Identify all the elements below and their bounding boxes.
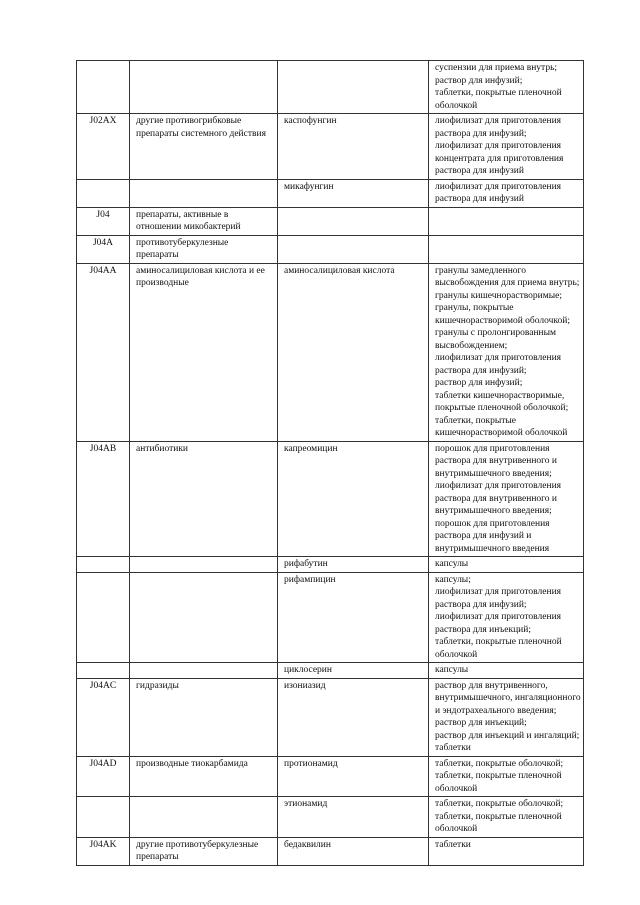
- table-row: [77, 756, 584, 797]
- dosage-forms-cell: [429, 797, 584, 838]
- dosage-form-line: таблетки кишечнорастворимые,: [435, 390, 565, 401]
- group-name-cell: другие противогрибковые препараты системного действия: [130, 114, 278, 180]
- group-name-cell: [130, 572, 278, 663]
- dosage-form-line: капсулы: [435, 665, 469, 675]
- atc-code-cell: [77, 572, 130, 663]
- dosage-form-line: таблетки: [435, 839, 471, 850]
- table-row: [77, 114, 584, 180]
- dosage-form-line: покрытые пленочной оболочкой;: [435, 403, 569, 413]
- dosage-form-line: капсулы;: [435, 574, 471, 585]
- drug-name-cell: микафунгин: [278, 179, 429, 207]
- dosage-forms-cell: [429, 114, 584, 180]
- dosage-forms-cell: [429, 235, 584, 263]
- atc-code-cell: [77, 663, 130, 679]
- dosage-form-line: раствора для внутривенного и: [435, 456, 558, 466]
- group-name-cell: аминосалициловая кислота и ее производные: [130, 263, 278, 441]
- dosage-forms-cell: [429, 557, 584, 573]
- dosage-form-line: внутримышечного введения;: [435, 506, 552, 516]
- dosage-forms-cell: [429, 678, 584, 756]
- dosage-form-line: таблетки, покрытые пленочной: [435, 771, 562, 781]
- table-row: [77, 179, 584, 207]
- table-row: [77, 572, 584, 663]
- dosage-form-line: лиофилизат для приготовления: [435, 481, 562, 491]
- dosage-form-line: раствора для инфузий;: [435, 365, 527, 376]
- dosage-form-line: капсулы: [435, 559, 469, 569]
- dosage-form-line: раствор для инфузий;: [435, 378, 523, 388]
- atc-code-cell: [77, 557, 130, 573]
- dosage-form-line: внутримышечного, ингаляционного: [435, 693, 581, 703]
- dosage-forms-cell: [429, 263, 584, 441]
- drug-name-cell: изониазид: [278, 678, 429, 756]
- dosage-form-line: таблетки, покрытые пленочной: [435, 88, 562, 98]
- dosage-form-line: таблетки, покрытые пленочной: [435, 637, 562, 647]
- dosage-form-line: лиофилизат для приготовления: [435, 587, 562, 597]
- dosage-form-line: гранулы, покрытые: [435, 303, 514, 313]
- table-row: [77, 61, 584, 114]
- drug-name-cell: аминосалициловая кислота: [278, 263, 429, 441]
- table-body: [77, 61, 584, 866]
- atc-code-cell: [77, 797, 130, 838]
- dosage-forms-cell: [429, 207, 584, 235]
- atc-code-cell: J04AC: [77, 678, 130, 756]
- group-name-cell: противотуберкулезные препараты: [130, 235, 278, 263]
- drug-list-table: [76, 60, 584, 866]
- atc-code-cell: [77, 61, 130, 114]
- dosage-form-line: раствора для внутривенного и: [435, 493, 558, 504]
- dosage-form-line: раствора для инфузий: [435, 194, 524, 204]
- dosage-form-line: высвобождения для приема внутрь;: [435, 278, 580, 288]
- dosage-forms-cell: [429, 837, 584, 865]
- dosage-form-line: лиофилизат для приготовления: [435, 612, 562, 622]
- dosage-form-line: внутримышечного введения: [435, 543, 550, 554]
- dosage-form-line: лиофилизат для приготовления: [435, 353, 562, 363]
- dosage-form-line: таблетки, покрытые: [435, 415, 516, 426]
- atc-code-cell: J04A: [77, 235, 130, 263]
- dosage-form-line: суспензии для приема внутрь;: [435, 63, 558, 73]
- group-name-cell: другие противотуберкулезные препараты: [130, 837, 278, 865]
- group-name-cell: гидразиды: [130, 678, 278, 756]
- atc-code-cell: [77, 179, 130, 207]
- dosage-form-line: порошок для приготовления: [435, 443, 550, 454]
- dosage-form-line: оболочкой: [435, 824, 478, 834]
- atc-code-cell: J04AB: [77, 441, 130, 557]
- dosage-form-line: раствор для инъекций;: [435, 718, 527, 728]
- drug-name-cell: циклосерин: [278, 663, 429, 679]
- dosage-form-line: раствор для инфузий;: [435, 75, 523, 86]
- table-row: [77, 797, 584, 838]
- dosage-form-line: кишечнорастворимой оболочкой: [435, 428, 568, 438]
- drug-name-cell: каспофунгин: [278, 114, 429, 180]
- group-name-cell: [130, 179, 278, 207]
- drug-name-cell: бедаквилин: [278, 837, 429, 865]
- dosage-form-line: гранулы кишечнорастворимые;: [435, 290, 562, 301]
- table-row: [77, 263, 584, 441]
- group-name-cell: производные тиокарбамида: [130, 756, 278, 797]
- dosage-form-line: высвобождением;: [435, 340, 508, 351]
- table-row: [77, 441, 584, 557]
- table-row: [77, 837, 584, 865]
- group-name-cell: антибиотики: [130, 441, 278, 557]
- atc-code-cell: J04AK: [77, 837, 130, 865]
- dosage-forms-cell: [429, 663, 584, 679]
- dosage-form-line: кишечнорастворимой оболочкой;: [435, 315, 571, 326]
- group-name-cell: [130, 557, 278, 573]
- dosage-form-line: и эндотрахеального введения;: [435, 705, 557, 716]
- dosage-form-line: таблетки, покрытые пленочной: [435, 811, 562, 822]
- dosage-form-line: оболочкой: [435, 783, 478, 794]
- dosage-form-line: лиофилизат для приготовления: [435, 141, 562, 151]
- dosage-form-line: раствор для инъекций и ингаляций;: [435, 730, 580, 741]
- dosage-form-line: гранулы с пролонгированным: [435, 328, 557, 338]
- drug-name-cell: [278, 61, 429, 114]
- dosage-form-line: раствора для инфузий и: [435, 531, 532, 541]
- dosage-form-line: таблетки: [435, 743, 471, 753]
- dosage-form-line: лиофилизат для приготовления: [435, 116, 562, 126]
- drug-name-cell: рифабутин: [278, 557, 429, 573]
- drug-name-cell: капреомицин: [278, 441, 429, 557]
- atc-code-cell: J02AX: [77, 114, 130, 180]
- table-row: [77, 207, 584, 235]
- group-name-cell: [130, 797, 278, 838]
- atc-code-cell: J04AD: [77, 756, 130, 797]
- drug-name-cell: рифампицин: [278, 572, 429, 663]
- atc-code-cell: J04: [77, 207, 130, 235]
- drug-name-cell: этионамид: [278, 797, 429, 838]
- dosage-form-line: раствора для инфузий;: [435, 128, 527, 139]
- group-name-cell: [130, 61, 278, 114]
- table-row: [77, 678, 584, 756]
- group-name-cell: препараты, активные в отношении микобактерий: [130, 207, 278, 235]
- dosage-forms-cell: [429, 572, 584, 663]
- dosage-form-line: концентрата для приготовления: [435, 153, 564, 164]
- dosage-form-line: порошок для приготовления: [435, 518, 550, 529]
- dosage-forms-cell: [429, 441, 584, 557]
- dosage-forms-cell: [429, 756, 584, 797]
- dosage-form-line: таблетки, покрытые оболочкой;: [435, 758, 564, 769]
- drug-name-cell: [278, 235, 429, 263]
- dosage-form-line: раствора для инфузий;: [435, 599, 527, 610]
- dosage-form-line: внутримышечного введения;: [435, 468, 552, 479]
- table-row: [77, 235, 584, 263]
- drug-name-cell: [278, 207, 429, 235]
- group-name-cell: [130, 663, 278, 679]
- dosage-form-line: лиофилизат для приготовления: [435, 181, 562, 192]
- drug-name-cell: протионамид: [278, 756, 429, 797]
- dosage-form-line: таблетки, покрытые оболочкой;: [435, 799, 564, 809]
- dosage-form-line: раствор для внутривенного,: [435, 680, 548, 691]
- dosage-form-line: гранулы замедленного: [435, 265, 526, 276]
- dosage-form-line: раствора для инъекций;: [435, 624, 531, 635]
- table-row: [77, 557, 584, 573]
- dosage-form-line: оболочкой: [435, 649, 478, 660]
- dosage-forms-cell: [429, 179, 584, 207]
- table-row: [77, 663, 584, 679]
- dosage-form-line: раствора для инфузий: [435, 166, 524, 176]
- dosage-form-line: оболочкой: [435, 100, 478, 111]
- atc-code-cell: J04AA: [77, 263, 130, 441]
- dosage-forms-cell: [429, 61, 584, 114]
